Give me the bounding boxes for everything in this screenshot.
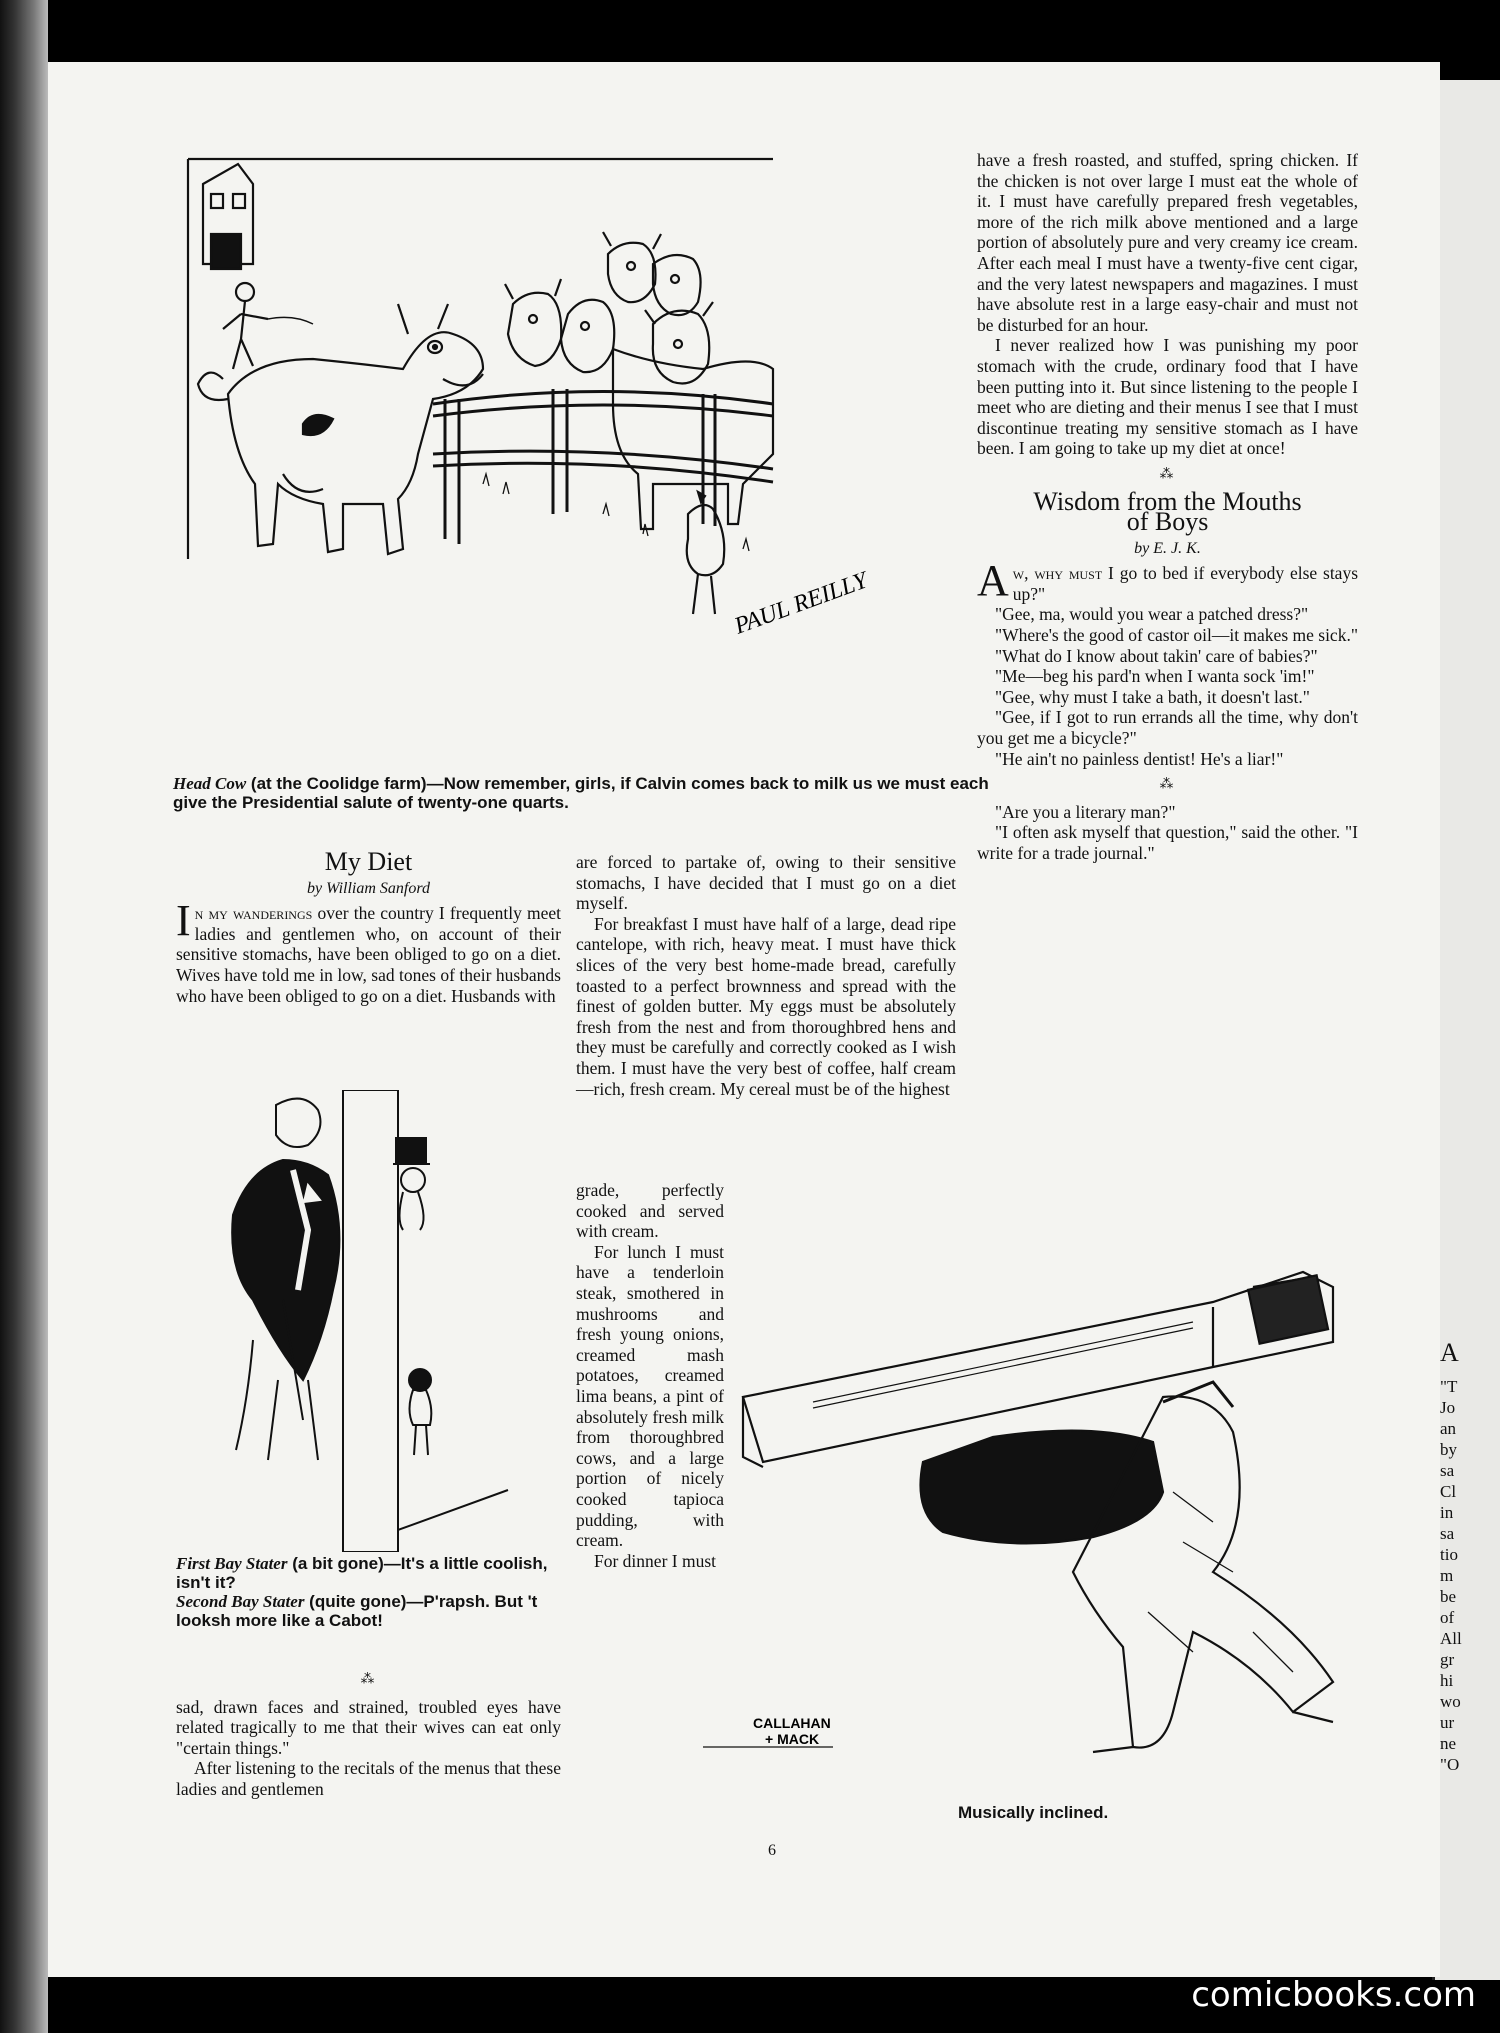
wisdom-line: "What do I know about takin' care of babies?" xyxy=(995,645,1318,666)
wisdom-first-rest: I go to bed if everybody else stays up?" xyxy=(1012,563,1359,604)
my-diet-column xyxy=(176,847,561,1006)
wisdom-line: "Me—beg his pard'n when I wanta sock 'im!" xyxy=(995,666,1315,687)
next-page-letter: be xyxy=(1440,1587,1457,1606)
page-number: 6 xyxy=(768,1842,776,1859)
narrow-paragraph-2: For lunch I must have a tenderloin steak, smothered in mushrooms and fresh young onions, creamed mash potatoes, creamed lima beans, a pint of absolutely fresh milk from thoroughbred cows, and a large portion of nicely cooked tapioca pudding, with cream. xyxy=(576,1241,724,1551)
my-diet-first-paragraph xyxy=(176,896,561,1006)
section-stars: ⁂ xyxy=(360,1672,377,1687)
bay-caption-second xyxy=(176,1592,561,1630)
piano-signature-line-2: + MACK xyxy=(765,1731,820,1747)
wisdom-byline: by E. J. K. xyxy=(1134,539,1201,557)
my-diet-continued-1: sad, drawn faces and strained, troubled eyes have related tragically to me that their wives can eat only "certain things." xyxy=(176,1696,561,1758)
bay-state-cartoon xyxy=(208,1090,518,1552)
next-page-letter: m xyxy=(1440,1566,1454,1585)
piano-caption: Musically inclined. xyxy=(958,1803,1109,1822)
piano-signature-line-1: CALLAHAN xyxy=(753,1715,831,1731)
bay-state-illustration xyxy=(208,1090,518,1552)
watermark: comicbooks.com xyxy=(1191,1975,1476,2015)
next-page-letter: Cl xyxy=(1440,1482,1457,1501)
magazine-page xyxy=(48,62,1440,1977)
bay-caption-second-speaker: Second Bay Stater xyxy=(176,1592,305,1611)
right-paragraph-2: I never realized how I was punishing my poor stomach with the crude, ordinary food that I have been putting into it. But since listening to the people I meet who are dieting and their menus I see that I must discontinue treating my sensitive stomach as I have been. I am going to take up my diet at once! xyxy=(977,335,1358,459)
narrow-paragraph-3: For dinner I must xyxy=(594,1550,717,1571)
bay-caption-first xyxy=(176,1554,561,1592)
next-page-letter: gr xyxy=(1440,1650,1455,1669)
narrow-paragraph-1: grade, perfectly cooked and served with cream. xyxy=(576,1180,724,1242)
right-column xyxy=(977,150,1358,864)
bay-caption-first-text: (a bit gone)—It's a little coolish, isn't it? xyxy=(176,1554,548,1592)
next-page-letter: All xyxy=(1440,1629,1462,1648)
next-page-letter: sa xyxy=(1440,1524,1455,1543)
book-binding xyxy=(0,0,48,2033)
wisdom-first-line xyxy=(977,556,1359,606)
wisdom-line: "Gee, ma, would you wear a patched dress?" xyxy=(995,604,1309,625)
my-diet-byline: by William Sanford xyxy=(307,879,430,897)
my-diet-title: My Diet xyxy=(324,847,413,876)
section-stars: ⁂ xyxy=(1159,777,1176,793)
middle-column xyxy=(576,852,956,1099)
next-page-letter: ne xyxy=(1440,1734,1457,1753)
next-page-letter: an xyxy=(1440,1419,1457,1438)
next-page-letter: hi xyxy=(1440,1671,1454,1690)
bay-state-caption xyxy=(176,1554,561,1630)
cow-cartoon-caption xyxy=(173,774,1001,812)
middle-paragraph-1: are forced to partake of, owing to their sensitive stomachs, I have decided that I must go on a diet myself. xyxy=(576,852,956,914)
wisdom-dropcap: A xyxy=(977,556,1009,606)
my-diet-continued xyxy=(176,1670,561,1800)
wisdom-line: "Gee, why must I take a bath, it doesn't last." xyxy=(995,686,1310,707)
literary-question: "Are you a literary man?" xyxy=(995,801,1176,822)
my-diet-first-smallcaps: n my wanderings xyxy=(194,903,313,924)
next-page-letter: Jo xyxy=(1440,1398,1456,1417)
next-page-letter: by xyxy=(1440,1440,1457,1459)
wisdom-title-line-2: of Boys xyxy=(1126,507,1209,537)
next-page-letter: in xyxy=(1440,1503,1454,1522)
wisdom-line: "He ain't no painless dentist! He's a liar!" xyxy=(995,748,1284,769)
next-page-letter: "T xyxy=(1440,1377,1458,1396)
my-diet-continued-2: After listening to the recitals of the menus that these ladies and gentlemen xyxy=(176,1758,561,1799)
cow-caption-text: (at the Coolidge farm)—Now remember, girls, if Calvin comes back to milk us we must each give the Presidential salute of twenty-one quarts. xyxy=(173,774,989,812)
next-page-letter: sa xyxy=(1440,1461,1455,1480)
next-page-letter: of xyxy=(1440,1608,1455,1627)
next-page-letter: "O xyxy=(1440,1755,1460,1774)
wisdom-line: "Where's the good of castor oil—it makes me sick." xyxy=(995,625,1358,646)
bay-caption-first-speaker: First Bay Stater xyxy=(176,1554,288,1573)
wisdom-first-smallcaps: w, why must xyxy=(1012,563,1103,584)
next-page-letter: wo xyxy=(1440,1692,1461,1711)
cow-illustration xyxy=(183,154,983,649)
next-page-letter: tio xyxy=(1440,1545,1458,1564)
section-stars: ⁂ xyxy=(1159,466,1176,482)
my-diet-first-rest: over the country I frequently meet ladies and gentlemen who, on account of their sensitive stomachs, have been obliged to go on a diet. Wives have told me in low, sad tones of their husbands who have been obliged to go on a diet. Husbands with xyxy=(176,903,561,1006)
piano-cartoon xyxy=(693,1192,1413,1792)
middle-paragraph-2: For breakfast I must have half of a large, dead ripe cantelope, with rich, heavy meat. I must have thick slices of the very best home-made bread, carefully toasted to a perfect brownness and spread with the finest of golden butter. My eggs must be absolutely fresh from the nest and from thoroughbred hens and they must be carefully and correctly cooked as I wish them. I must have the very best of coffee, half cream—rich, fresh cream. My cereal must be of the highest xyxy=(576,913,956,1099)
next-page-letter: A xyxy=(1440,1338,1459,1367)
literary-answer: "I often ask myself that question," said the other. "I write for a trade journal." xyxy=(977,822,1358,863)
cow-cartoon xyxy=(183,154,983,649)
next-page-letter: ur xyxy=(1440,1713,1455,1732)
wisdom-line: "Gee, if I got to run errands all the time, why don't you get me a bicycle?" xyxy=(977,707,1358,749)
wisdom-title-line-1: Wisdom from the Mouths xyxy=(1033,486,1302,516)
right-paragraph-1: have a fresh roasted, and stuffed, spring chicken. If the chicken is not over large I must eat the whole of it. I must have carefully prepared fresh vegetables, more of the rich milk above mentioned and a large portion of absolutely pure and very creamy ice cream. After each meal I must have a twenty-five cent cigar, and the very latest newspapers and magazines. I must have absolute rest in a large easy-chair and must not be disturbed for an hour. xyxy=(977,150,1358,335)
bay-caption-second-text: (quite gone)—P'rapsh. But 't looksh more like a Cabot! xyxy=(176,1592,538,1630)
piano-illustration xyxy=(693,1192,1413,1792)
cow-cartoon-signature: PAUL REILLY xyxy=(731,567,872,640)
my-diet-dropcap: I xyxy=(176,896,191,946)
cow-caption-speaker: Head Cow xyxy=(173,774,247,793)
